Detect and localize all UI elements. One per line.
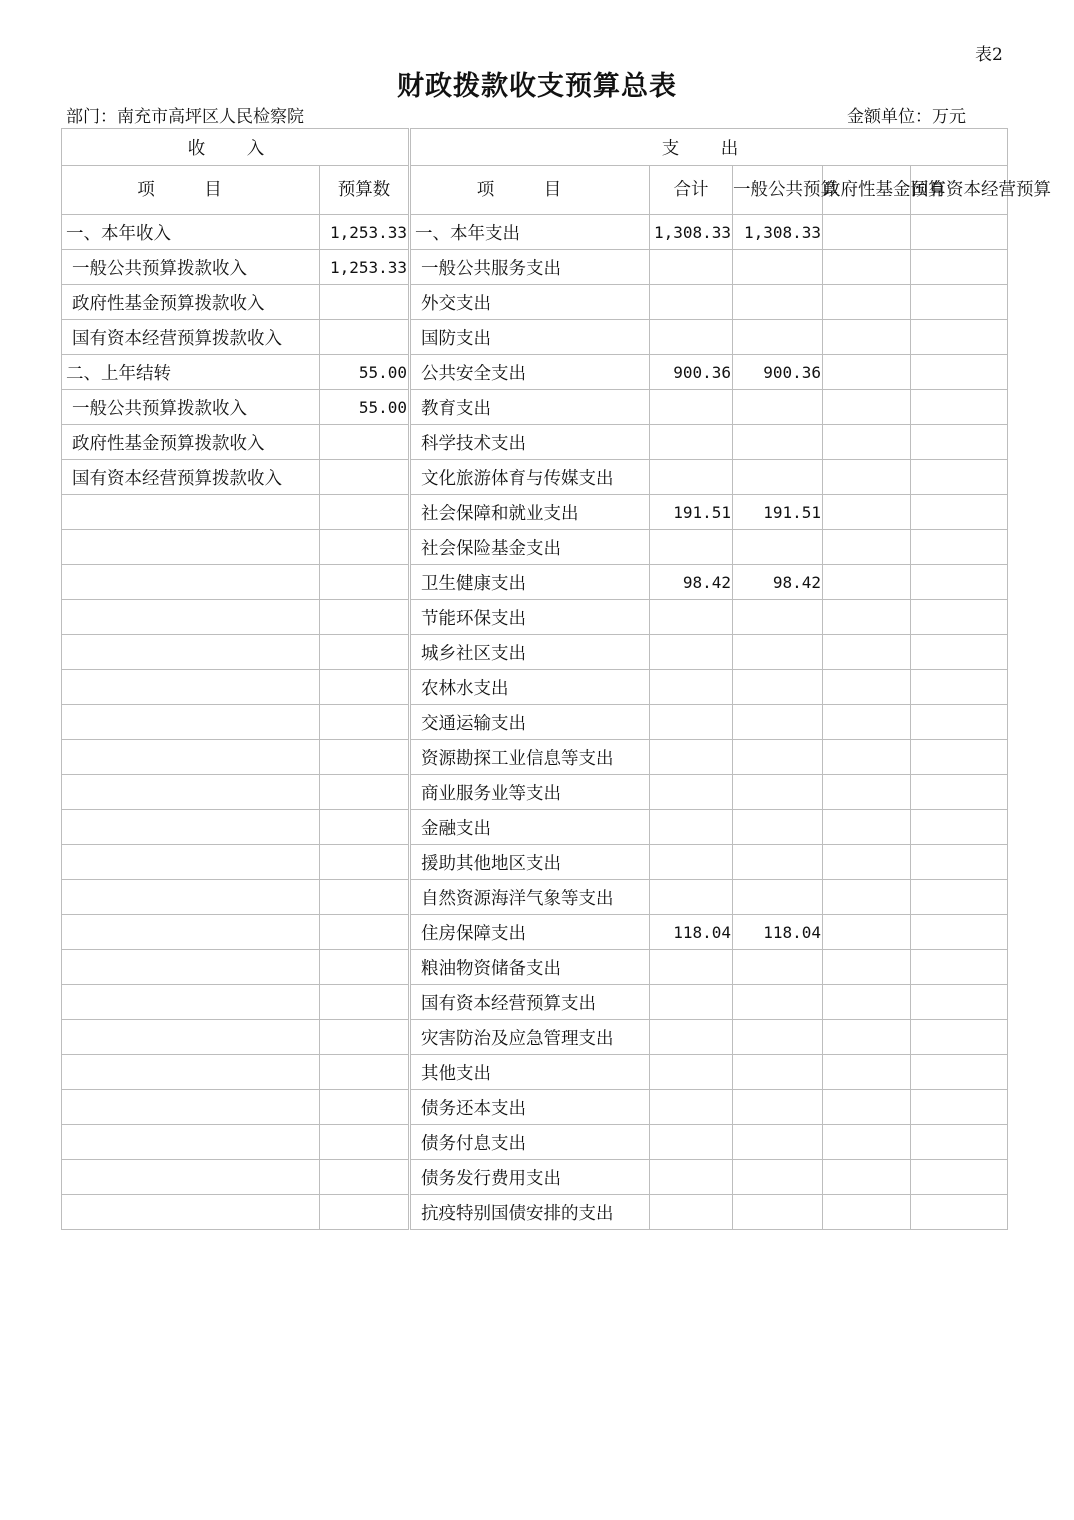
expense-item-cell: 资源勘探工业信息等支出 — [410, 740, 650, 775]
income-budget-header: 预算数 — [320, 166, 410, 215]
state-capital-cell — [911, 495, 1008, 530]
income-value-cell — [320, 600, 410, 635]
general-public-cell — [733, 880, 823, 915]
state-capital-cell — [911, 915, 1008, 950]
gov-fund-cell — [823, 950, 911, 985]
gov-fund-cell — [823, 390, 911, 425]
income-item-cell — [62, 880, 320, 915]
expense-item-cell: 援助其他地区支出 — [410, 845, 650, 880]
income-value-cell — [320, 635, 410, 670]
expense-item-cell: 外交支出 — [410, 285, 650, 320]
expense-item-cell: 城乡社区支出 — [410, 635, 650, 670]
total-cell: 1,308.33 — [650, 215, 733, 250]
income-value-cell — [320, 985, 410, 1020]
gov-fund-cell — [823, 810, 911, 845]
gov-fund-cell — [823, 460, 911, 495]
general-public-cell — [733, 530, 823, 565]
table-number: 表2 — [975, 45, 1003, 65]
table-row — [62, 285, 1008, 320]
expense-item-cell: 债务付息支出 — [410, 1125, 650, 1160]
general-public-cell — [733, 320, 823, 355]
total-cell — [650, 425, 733, 460]
gov-fund-cell — [823, 775, 911, 810]
general-public-cell — [733, 1020, 823, 1055]
total-cell — [650, 460, 733, 495]
expense-item-header: 项 目 — [410, 166, 650, 215]
income-value-cell — [320, 565, 410, 600]
total-cell — [650, 950, 733, 985]
amount-unit-label: 金额单位：万元 — [847, 107, 966, 127]
income-item-cell: 一般公共预算拨款收入 — [62, 390, 320, 425]
expense-item-cell: 节能环保支出 — [410, 600, 650, 635]
total-cell — [650, 705, 733, 740]
expense-item-cell: 文化旅游体育与传媒支出 — [410, 460, 650, 495]
total-cell — [650, 390, 733, 425]
income-value-cell — [320, 530, 410, 565]
expense-item-cell: 社会保障和就业支出 — [410, 495, 650, 530]
expense-item-cell: 灾害防治及应急管理支出 — [410, 1020, 650, 1055]
income-value-cell — [320, 845, 410, 880]
expense-item-cell: 债务发行费用支出 — [410, 1160, 650, 1195]
table-row — [62, 1125, 1008, 1160]
income-value-cell — [320, 950, 410, 985]
expense-item-cell: 债务还本支出 — [410, 1090, 650, 1125]
income-item-cell — [62, 810, 320, 845]
general-public-cell: 191.51 — [733, 495, 823, 530]
gov-fund-cell — [823, 985, 911, 1020]
state-capital-cell — [911, 810, 1008, 845]
expense-item-cell: 社会保险基金支出 — [410, 530, 650, 565]
income-value-cell — [320, 670, 410, 705]
total-cell: 900.36 — [650, 355, 733, 390]
state-capital-cell — [911, 600, 1008, 635]
income-item-cell — [62, 950, 320, 985]
income-item-cell: 国有资本经营预算拨款收入 — [62, 460, 320, 495]
expense-item-cell: 一、本年支出 — [410, 215, 650, 250]
income-item-cell — [62, 1160, 320, 1195]
total-cell — [650, 1055, 733, 1090]
expense-item-cell: 住房保障支出 — [410, 915, 650, 950]
general-public-cell — [733, 600, 823, 635]
income-item-cell — [62, 740, 320, 775]
general-public-cell — [733, 635, 823, 670]
table-row — [62, 985, 1008, 1020]
table-row — [62, 1020, 1008, 1055]
expense-item-cell: 一般公共服务支出 — [410, 250, 650, 285]
state-capital-cell — [911, 985, 1008, 1020]
table-row — [62, 950, 1008, 985]
table-row — [62, 425, 1008, 460]
general-public-cell — [733, 390, 823, 425]
state-capital-cell — [911, 1090, 1008, 1125]
state-capital-cell — [911, 1125, 1008, 1160]
gov-fund-cell — [823, 1160, 911, 1195]
income-value-cell: 55.00 — [320, 355, 410, 390]
table-row — [62, 495, 1008, 530]
gov-fund-cell — [823, 670, 911, 705]
income-item-cell — [62, 705, 320, 740]
expense-item-cell: 交通运输支出 — [410, 705, 650, 740]
state-capital-cell — [911, 740, 1008, 775]
table-row — [62, 1090, 1008, 1125]
state-capital-cell — [911, 1195, 1008, 1230]
gov-fund-cell — [823, 320, 911, 355]
state-capital-cell — [911, 460, 1008, 495]
table-row — [62, 250, 1008, 285]
table-row — [62, 460, 1008, 495]
income-item-cell — [62, 845, 320, 880]
income-value-cell: 1,253.33 — [320, 250, 410, 285]
income-item-cell — [62, 565, 320, 600]
gov-fund-cell — [823, 495, 911, 530]
income-item-cell — [62, 1125, 320, 1160]
income-item-cell: 政府性基金预算拨款收入 — [62, 425, 320, 460]
gov-fund-cell — [823, 1090, 911, 1125]
general-public-cell — [733, 460, 823, 495]
gov-fund-cell — [823, 600, 911, 635]
gov-fund-cell — [823, 880, 911, 915]
state-capital-cell — [911, 355, 1008, 390]
general-public-cell: 900.36 — [733, 355, 823, 390]
income-value-cell — [320, 1020, 410, 1055]
gov-fund-cell — [823, 1020, 911, 1055]
state-capital-cell — [911, 670, 1008, 705]
general-public-cell — [733, 1195, 823, 1230]
expense-item-cell: 其他支出 — [410, 1055, 650, 1090]
income-item-cell — [62, 600, 320, 635]
total-cell — [650, 635, 733, 670]
total-cell — [650, 320, 733, 355]
income-item-cell — [62, 1020, 320, 1055]
general-public-cell — [733, 425, 823, 460]
general-public-cell: 98.42 — [733, 565, 823, 600]
general-public-cell — [733, 670, 823, 705]
income-value-cell — [320, 285, 410, 320]
table-row — [62, 215, 1008, 250]
general-public-cell — [733, 950, 823, 985]
income-item-cell — [62, 1090, 320, 1125]
table-row — [62, 565, 1008, 600]
gov-fund-budget-header: 政府性基金预算 — [823, 166, 911, 215]
general-public-cell: 1,308.33 — [733, 215, 823, 250]
expense-section-header: 支 出 — [410, 129, 1008, 166]
table-row — [62, 740, 1008, 775]
table-row — [62, 390, 1008, 425]
general-public-budget-header: 一般公共预算 — [733, 166, 823, 215]
table-row — [62, 320, 1008, 355]
total-cell — [650, 880, 733, 915]
income-value-cell — [320, 320, 410, 355]
gov-fund-cell — [823, 355, 911, 390]
table-row — [62, 1195, 1008, 1230]
general-public-cell — [733, 845, 823, 880]
expense-item-cell: 教育支出 — [410, 390, 650, 425]
income-value-cell — [320, 915, 410, 950]
income-value-cell: 1,253.33 — [320, 215, 410, 250]
income-value-cell — [320, 1055, 410, 1090]
table-row — [62, 880, 1008, 915]
income-item-cell — [62, 1195, 320, 1230]
general-public-cell — [733, 1055, 823, 1090]
gov-fund-cell — [823, 565, 911, 600]
general-public-cell — [733, 1125, 823, 1160]
table-row — [62, 670, 1008, 705]
state-capital-cell — [911, 705, 1008, 740]
expense-item-cell: 自然资源海洋气象等支出 — [410, 880, 650, 915]
income-value-cell — [320, 495, 410, 530]
state-capital-budget-header: 国有资本经营预算 — [911, 166, 1008, 215]
income-value-cell — [320, 1160, 410, 1195]
total-cell — [650, 670, 733, 705]
gov-fund-cell — [823, 425, 911, 460]
gov-fund-cell — [823, 530, 911, 565]
general-public-cell — [733, 775, 823, 810]
gov-fund-cell — [823, 1125, 911, 1160]
total-cell — [650, 1090, 733, 1125]
income-value-cell — [320, 740, 410, 775]
total-cell — [650, 740, 733, 775]
state-capital-cell — [911, 215, 1008, 250]
total-cell — [650, 810, 733, 845]
total-cell — [650, 775, 733, 810]
table-row — [62, 1160, 1008, 1195]
expense-item-cell: 商业服务业等支出 — [410, 775, 650, 810]
department-label: 部门：南充市高坪区人民检察院 — [66, 107, 304, 127]
expense-item-cell: 国有资本经营预算支出 — [410, 985, 650, 1020]
general-public-cell: 118.04 — [733, 915, 823, 950]
total-cell — [650, 985, 733, 1020]
page-title: 财政拨款收支预算总表 — [397, 71, 677, 102]
general-public-cell — [733, 285, 823, 320]
total-cell — [650, 250, 733, 285]
state-capital-cell — [911, 320, 1008, 355]
gov-fund-cell — [823, 635, 911, 670]
income-item-cell: 国有资本经营预算拨款收入 — [62, 320, 320, 355]
expense-item-cell: 科学技术支出 — [410, 425, 650, 460]
income-item-cell — [62, 495, 320, 530]
income-value-cell — [320, 705, 410, 740]
gov-fund-cell — [823, 845, 911, 880]
income-item-cell — [62, 985, 320, 1020]
expense-item-cell: 公共安全支出 — [410, 355, 650, 390]
total-cell: 118.04 — [650, 915, 733, 950]
table-row — [62, 845, 1008, 880]
income-value-cell — [320, 1090, 410, 1125]
gov-fund-cell — [823, 1195, 911, 1230]
table-row — [62, 635, 1008, 670]
total-cell — [650, 1020, 733, 1055]
total-cell — [650, 1160, 733, 1195]
state-capital-cell — [911, 635, 1008, 670]
state-capital-cell — [911, 390, 1008, 425]
state-capital-cell — [911, 250, 1008, 285]
state-capital-cell — [911, 1160, 1008, 1195]
state-capital-cell — [911, 565, 1008, 600]
table-row — [62, 705, 1008, 740]
expense-item-cell: 金融支出 — [410, 810, 650, 845]
state-capital-cell — [911, 880, 1008, 915]
state-capital-cell — [911, 775, 1008, 810]
income-item-cell: 一、本年收入 — [62, 215, 320, 250]
general-public-cell — [733, 740, 823, 775]
income-value-cell — [320, 1195, 410, 1230]
state-capital-cell — [911, 950, 1008, 985]
table-row — [62, 355, 1008, 390]
state-capital-cell — [911, 285, 1008, 320]
expense-item-cell: 国防支出 — [410, 320, 650, 355]
income-item-cell — [62, 775, 320, 810]
table-row — [62, 810, 1008, 845]
income-item-cell: 政府性基金预算拨款收入 — [62, 285, 320, 320]
income-value-cell — [320, 810, 410, 845]
expense-item-cell: 卫生健康支出 — [410, 565, 650, 600]
gov-fund-cell — [823, 915, 911, 950]
general-public-cell — [733, 810, 823, 845]
income-section-header: 收 入 — [62, 129, 410, 166]
income-item-cell — [62, 635, 320, 670]
expense-item-cell: 抗疫特别国债安排的支出 — [410, 1195, 650, 1230]
state-capital-cell — [911, 530, 1008, 565]
budget-table — [61, 128, 1052, 1230]
table-row — [62, 915, 1008, 950]
gov-fund-cell — [823, 1055, 911, 1090]
general-public-cell — [733, 1090, 823, 1125]
total-cell — [650, 530, 733, 565]
income-value-cell — [320, 775, 410, 810]
total-cell — [650, 285, 733, 320]
income-item-cell — [62, 530, 320, 565]
income-value-cell — [320, 460, 410, 495]
income-item-cell — [62, 915, 320, 950]
gov-fund-cell — [823, 250, 911, 285]
general-public-cell — [733, 705, 823, 740]
total-cell: 98.42 — [650, 565, 733, 600]
gov-fund-cell — [823, 740, 911, 775]
state-capital-cell — [911, 425, 1008, 460]
state-capital-cell — [911, 845, 1008, 880]
income-value-cell — [320, 880, 410, 915]
total-cell — [650, 1125, 733, 1160]
total-cell — [650, 600, 733, 635]
state-capital-cell — [911, 1055, 1008, 1090]
income-value-cell — [320, 1125, 410, 1160]
gov-fund-cell — [823, 285, 911, 320]
total-cell: 191.51 — [650, 495, 733, 530]
general-public-cell — [733, 985, 823, 1020]
income-item-cell — [62, 670, 320, 705]
income-value-cell: 55.00 — [320, 390, 410, 425]
state-capital-cell — [911, 1020, 1008, 1055]
total-header: 合计 — [650, 166, 733, 215]
expense-item-cell: 农林水支出 — [410, 670, 650, 705]
income-item-cell — [62, 1055, 320, 1090]
income-item-cell: 二、上年结转 — [62, 355, 320, 390]
total-cell — [650, 1195, 733, 1230]
income-value-cell — [320, 425, 410, 460]
table-row — [62, 775, 1008, 810]
table-row — [62, 530, 1008, 565]
general-public-cell — [733, 250, 823, 285]
expense-item-cell: 粮油物资储备支出 — [410, 950, 650, 985]
table-row — [62, 600, 1008, 635]
income-item-cell: 一般公共预算拨款收入 — [62, 250, 320, 285]
total-cell — [650, 845, 733, 880]
income-item-header: 项 目 — [62, 166, 320, 215]
gov-fund-cell — [823, 215, 911, 250]
general-public-cell — [733, 1160, 823, 1195]
table-row — [62, 1055, 1008, 1090]
gov-fund-cell — [823, 705, 911, 740]
